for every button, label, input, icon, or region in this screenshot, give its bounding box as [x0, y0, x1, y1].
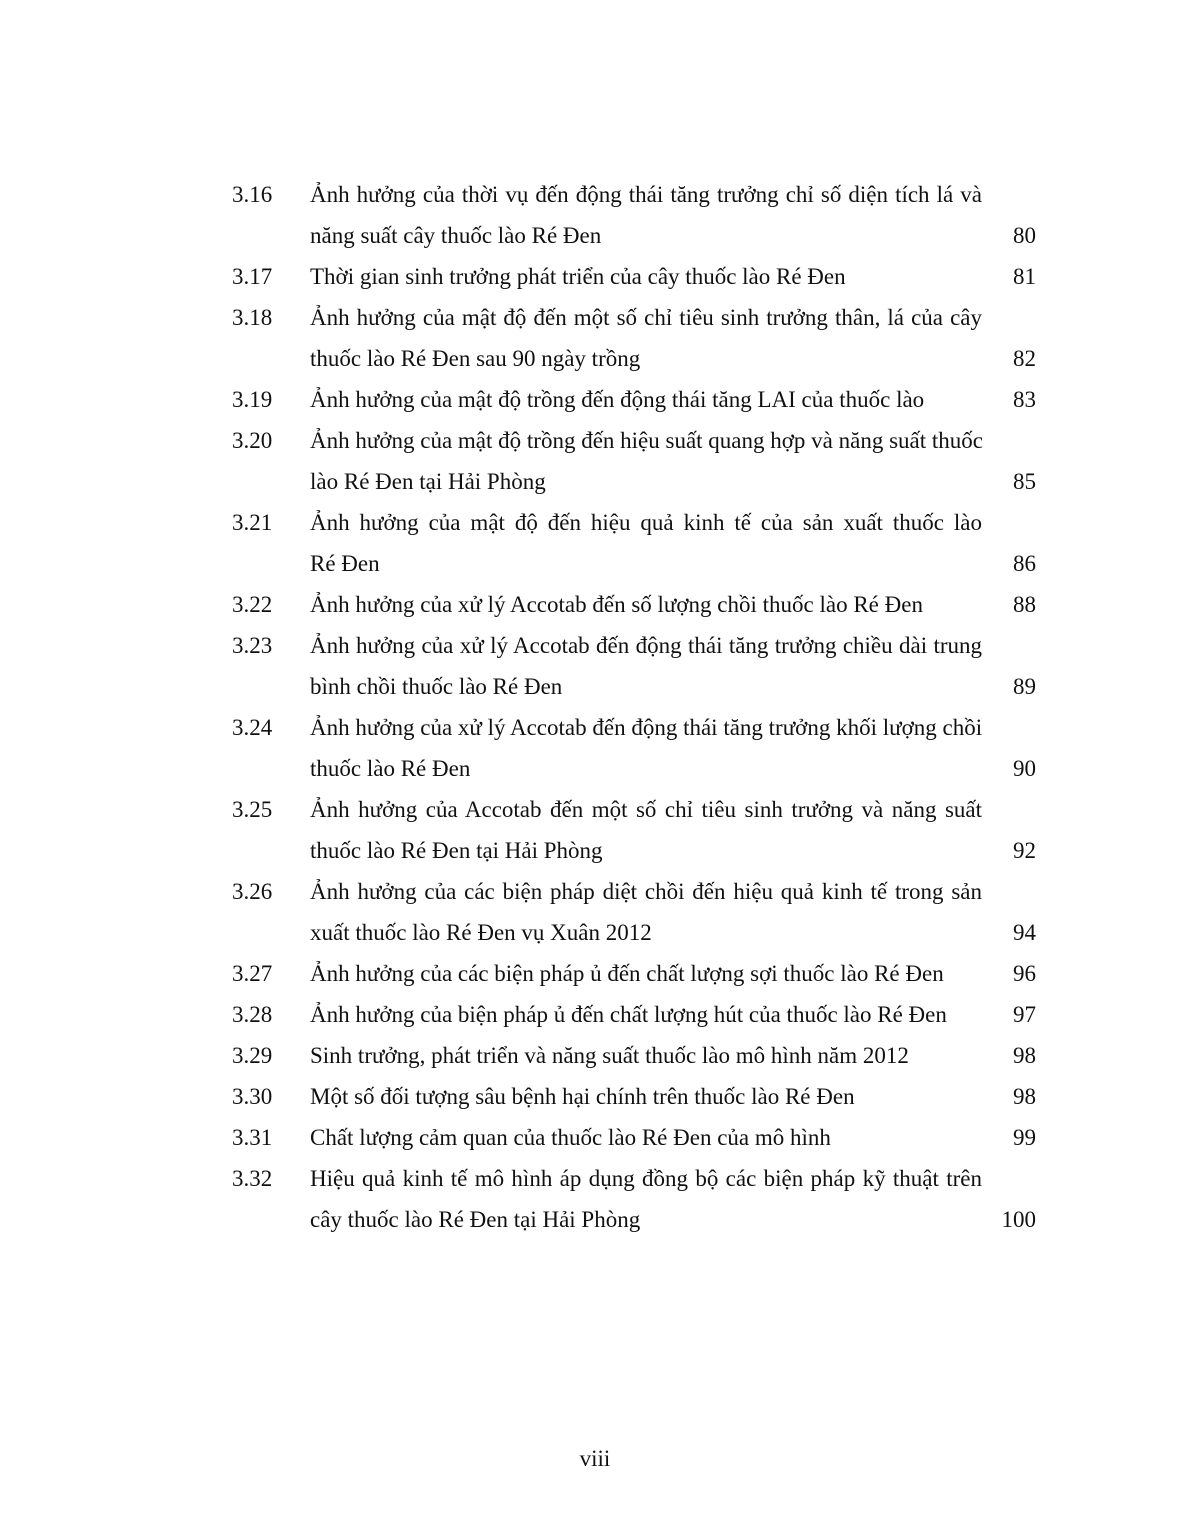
- caption-line: Ảnh hưởng của các biện pháp ủ đến chất lượng sợi thuốc lào Ré Đen: [310, 961, 944, 986]
- page-reference: 81: [1013, 264, 1036, 289]
- page-reference: 80: [1013, 223, 1036, 248]
- caption-line: Thời gian sinh trưởng phát triển của cây thuốc lào Ré Đen: [310, 264, 846, 289]
- toc-entry[interactable]: [232, 994, 1036, 1035]
- page-reference: 96: [1013, 961, 1036, 986]
- toc-entry[interactable]: [232, 1076, 1036, 1117]
- toc-entry[interactable]: [232, 789, 1036, 871]
- table-caption: [310, 297, 982, 379]
- table-caption: [310, 1076, 982, 1117]
- toc-entry[interactable]: [232, 1117, 1036, 1158]
- page-reference: 92: [1013, 838, 1036, 863]
- toc-entry[interactable]: [232, 502, 1036, 584]
- caption-line: Sinh trưởng, phát triển và năng suất thuốc lào mô hình năm 2012: [310, 1043, 909, 1068]
- table-caption: [310, 953, 982, 994]
- caption-line: thuốc lào Ré Đen: [310, 756, 471, 781]
- table-number: 3.27: [232, 961, 273, 986]
- page-reference: 100: [1001, 1207, 1036, 1232]
- caption-line: Ảnh hưởng của xử lý Accotab đến động thái tăng trưởng khối lượng chồi: [310, 715, 983, 740]
- page-reference: 98: [1013, 1043, 1036, 1068]
- toc-entry[interactable]: [232, 174, 1036, 256]
- caption-line: Ảnh hưởng của thời vụ đến động thái tăng trưởng chỉ số diện tích lá và: [310, 182, 982, 207]
- table-number: 3.24: [232, 715, 273, 740]
- page-reference: 98: [1013, 1084, 1036, 1109]
- caption-line: cây thuốc lào Ré Đen tại Hải Phòng: [310, 1207, 641, 1232]
- page-reference: 83: [1013, 387, 1036, 412]
- page-reference: 85: [1013, 469, 1036, 494]
- page-reference: 82: [1013, 346, 1036, 371]
- table-number: 3.25: [232, 797, 273, 822]
- table-of-tables: [232, 174, 1036, 1240]
- caption-line: Ảnh hưởng của mật độ trồng đến động thái tăng LAI của thuốc lào: [310, 387, 925, 412]
- toc-entry[interactable]: [232, 707, 1036, 789]
- table-caption: [310, 994, 982, 1035]
- table-caption: [310, 502, 982, 584]
- table-number: 3.18: [232, 305, 273, 330]
- toc-entry[interactable]: [232, 584, 1036, 625]
- table-caption: [310, 1035, 982, 1076]
- table-number: 3.21: [232, 510, 273, 535]
- caption-line: Hiệu quả kinh tế mô hình áp dụng đồng bộ các biện pháp kỹ thuật trên: [310, 1166, 982, 1191]
- toc-entry[interactable]: [232, 256, 1036, 297]
- caption-line: Ảnh hưởng của biện pháp ủ đến chất lượng hút của thuốc lào Ré Đen: [310, 1002, 947, 1027]
- toc-entry[interactable]: [232, 953, 1036, 994]
- caption-line: Ảnh hưởng của mật độ đến một số chỉ tiêu sinh trưởng thân, lá của cây: [310, 305, 982, 330]
- caption-line: Ảnh hưởng của các biện pháp diệt chồi đến hiệu quả kinh tế trong sản: [310, 879, 982, 904]
- page-reference: 94: [1013, 920, 1036, 945]
- table-number: 3.19: [232, 387, 273, 412]
- table-caption: [310, 1117, 982, 1158]
- table-number: 3.23: [232, 633, 273, 658]
- toc-entry[interactable]: [232, 871, 1036, 953]
- table-number: 3.17: [232, 264, 273, 289]
- table-number: 3.16: [232, 182, 273, 207]
- caption-line: Ảnh hưởng của Accotab đến một số chỉ tiêu sinh trưởng và năng suất: [310, 797, 982, 822]
- page-reference: 97: [1013, 1002, 1036, 1027]
- table-number: 3.20: [232, 428, 273, 453]
- toc-entry[interactable]: [232, 420, 1036, 502]
- table-caption: [310, 256, 982, 297]
- table-number: 3.22: [232, 592, 273, 617]
- page-reference: 99: [1013, 1125, 1036, 1150]
- page-number: viii: [579, 1446, 611, 1471]
- caption-line: thuốc lào Ré Đen sau 90 ngày trồng: [310, 346, 641, 371]
- table-number: 3.31: [232, 1125, 273, 1150]
- caption-line: bình chồi thuốc lào Ré Đen: [310, 674, 563, 699]
- toc-entry[interactable]: [232, 297, 1036, 379]
- caption-line: Ré Đen: [310, 551, 380, 576]
- page-reference: 90: [1013, 756, 1036, 781]
- table-number: 3.29: [232, 1043, 273, 1068]
- caption-line: Chất lượng cảm quan của thuốc lào Ré Đen của mô hình: [310, 1125, 831, 1150]
- table-number: 3.28: [232, 1002, 273, 1027]
- table-number: 3.32: [232, 1166, 273, 1191]
- table-number: 3.26: [232, 879, 273, 904]
- table-caption: [310, 379, 982, 420]
- table-caption: [310, 1158, 982, 1240]
- page-reference: 86: [1013, 551, 1036, 576]
- table-caption: [310, 789, 982, 871]
- caption-line: Ảnh hưởng của mật độ trồng đến hiệu suất quang hợp và năng suất thuốc: [310, 428, 983, 453]
- caption-line: xuất thuốc lào Ré Đen vụ Xuân 2012: [310, 920, 652, 945]
- table-caption: [310, 625, 982, 707]
- caption-line: Ảnh hưởng của xử lý Accotab đến động thái tăng trưởng chiều dài trung: [310, 633, 982, 658]
- table-caption: [310, 871, 982, 953]
- toc-entry[interactable]: [232, 379, 1036, 420]
- table-caption: [310, 174, 982, 256]
- caption-line: Ảnh hưởng của xử lý Accotab đến số lượng chồi thuốc lào Ré Đen: [310, 592, 923, 617]
- caption-line: lào Ré Đen tại Hải Phòng: [310, 469, 546, 494]
- table-caption: [310, 707, 982, 789]
- table-caption: [310, 584, 982, 625]
- caption-line: Một số đối tượng sâu bệnh hại chính trên thuốc lào Ré Đen: [310, 1084, 855, 1109]
- toc-entry[interactable]: [232, 1158, 1036, 1240]
- page-reference: 89: [1013, 674, 1036, 699]
- toc-entry[interactable]: [232, 1035, 1036, 1076]
- caption-line: thuốc lào Ré Đen tại Hải Phòng: [310, 838, 603, 863]
- caption-line: Ảnh hưởng của mật độ đến hiệu quả kinh tế của sản xuất thuốc lào: [310, 510, 982, 535]
- table-caption: [310, 420, 982, 502]
- table-number: 3.30: [232, 1084, 273, 1109]
- caption-line: năng suất cây thuốc lào Ré Đen: [310, 223, 602, 248]
- toc-entry[interactable]: [232, 625, 1036, 707]
- page-reference: 88: [1013, 592, 1036, 617]
